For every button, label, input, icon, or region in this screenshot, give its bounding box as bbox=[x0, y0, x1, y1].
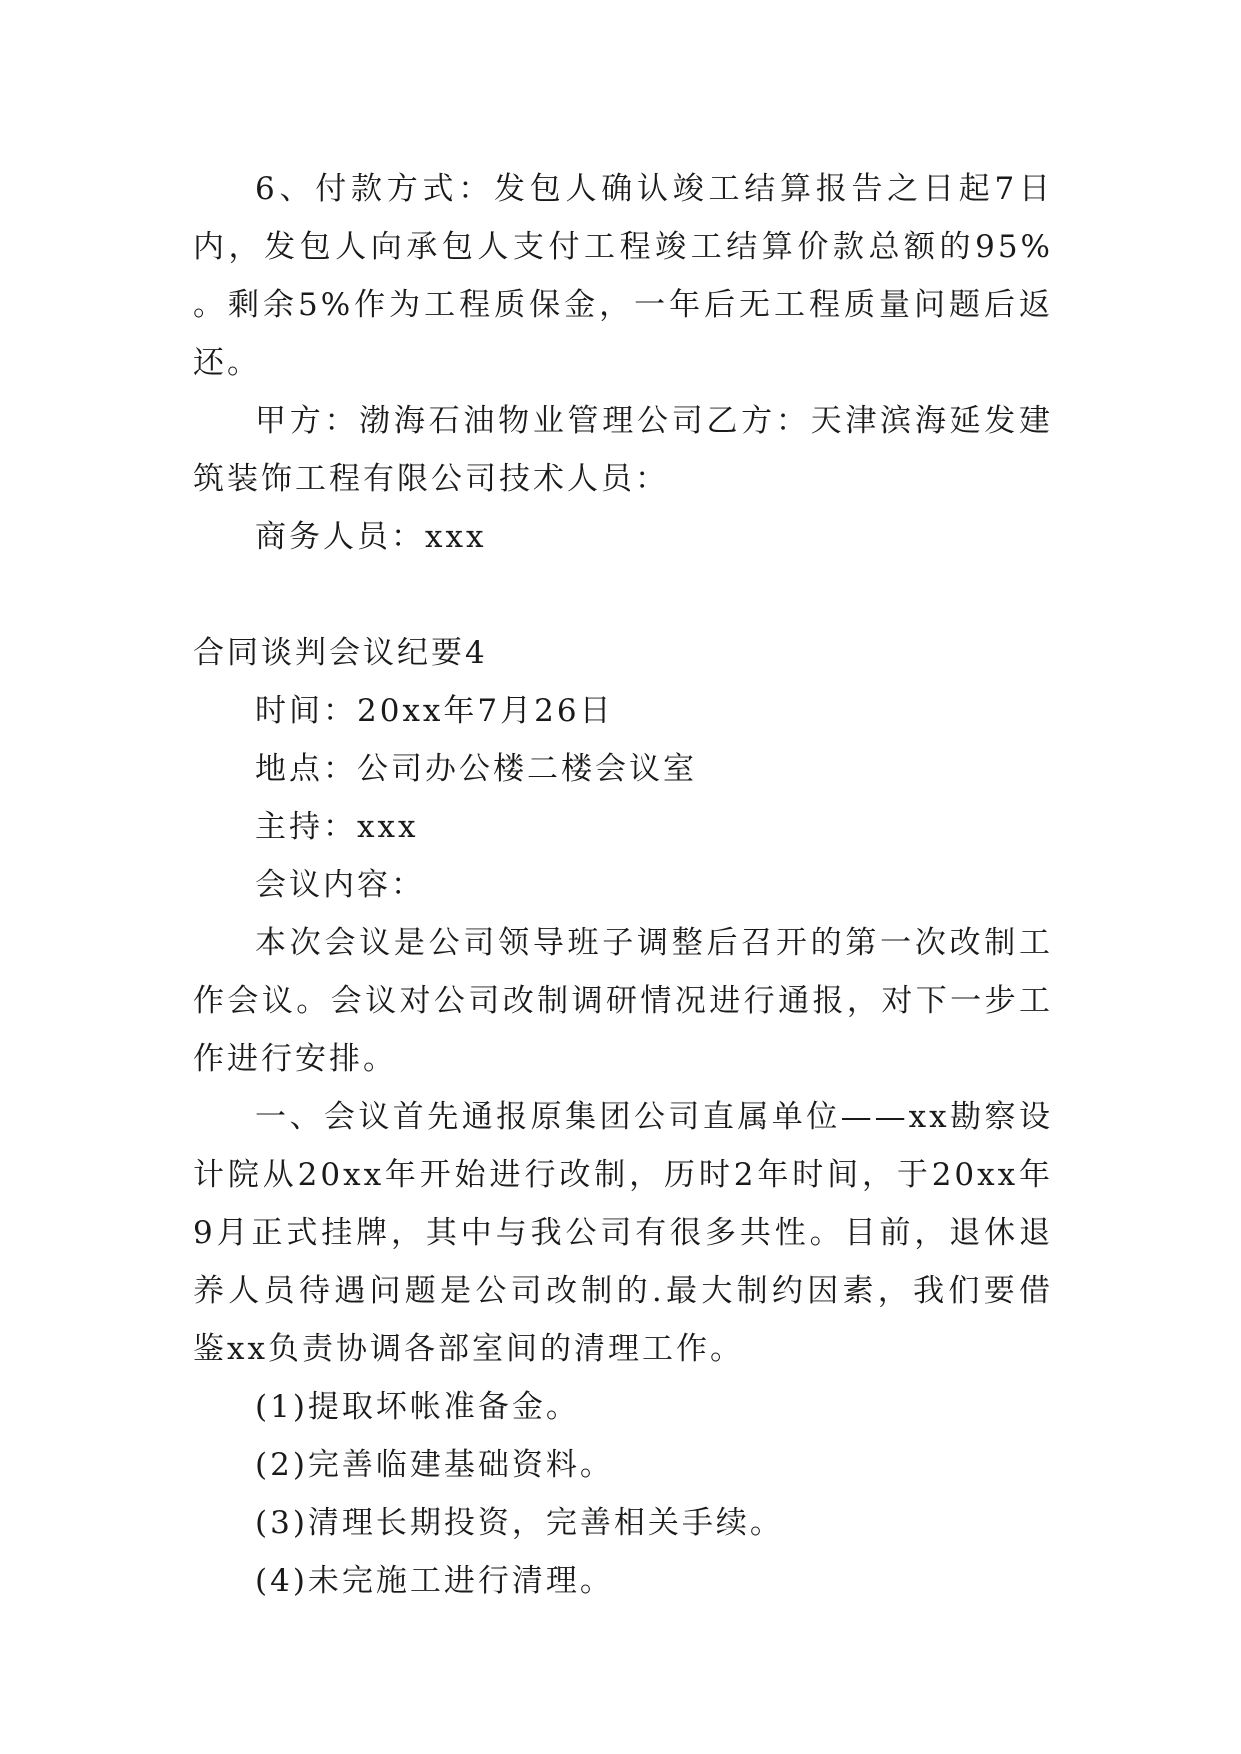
section-title: 合同谈判会议纪要4 bbox=[193, 635, 488, 671]
list-item: (1)提取坏帐准备金。 bbox=[255, 1389, 580, 1425]
meeting-item-one-paragraph: 一、会议首先通报原集团公司直属单位——xx勘察设计院从20xx年开始进行改制，历时2年时间，于20xx年9月正式挂牌，其中与我公司有很多共性。目前，退休退养人员待遇问题是公司改制的.最大制约因素，我们要借鉴xx负责协调各部室间的清理工作。 bbox=[193, 1099, 1053, 1367]
list-item: (4)未完施工进行清理。 bbox=[255, 1563, 614, 1599]
meeting-content-label: 会议内容： bbox=[255, 867, 425, 903]
parties-paragraph: 甲方：渤海石油物业管理公司乙方：天津滨海延发建筑装饰工程有限公司技术人员： bbox=[193, 403, 1053, 497]
list-item: (2)完善临建基础资料。 bbox=[255, 1447, 614, 1483]
payment-terms-paragraph: 6、付款方式：发包人确认竣工结算报告之日起7日内，发包人向承包人支付工程竣工结算价款总额的95% 。剩余5%作为工程质保金，一年后无工程质量问题后返还。 bbox=[193, 171, 1053, 381]
meeting-host-line: 主持：xxx bbox=[255, 809, 419, 845]
meeting-intro-paragraph: 本次会议是公司领导班子调整后召开的第一次改制工作会议。会议对公司改制调研情况进行通报，对下一步工作进行安排。 bbox=[193, 925, 1053, 1077]
meeting-time-line: 时间：20xx年7月26日 bbox=[255, 693, 614, 729]
list-item: (3)清理长期投资，完善相关手续。 bbox=[255, 1505, 784, 1541]
document-body bbox=[193, 160, 1053, 1610]
meeting-location-line: 地点：公司办公楼二楼会议室 bbox=[255, 751, 697, 787]
business-staff-line: 商务人员：xxx bbox=[255, 519, 487, 555]
